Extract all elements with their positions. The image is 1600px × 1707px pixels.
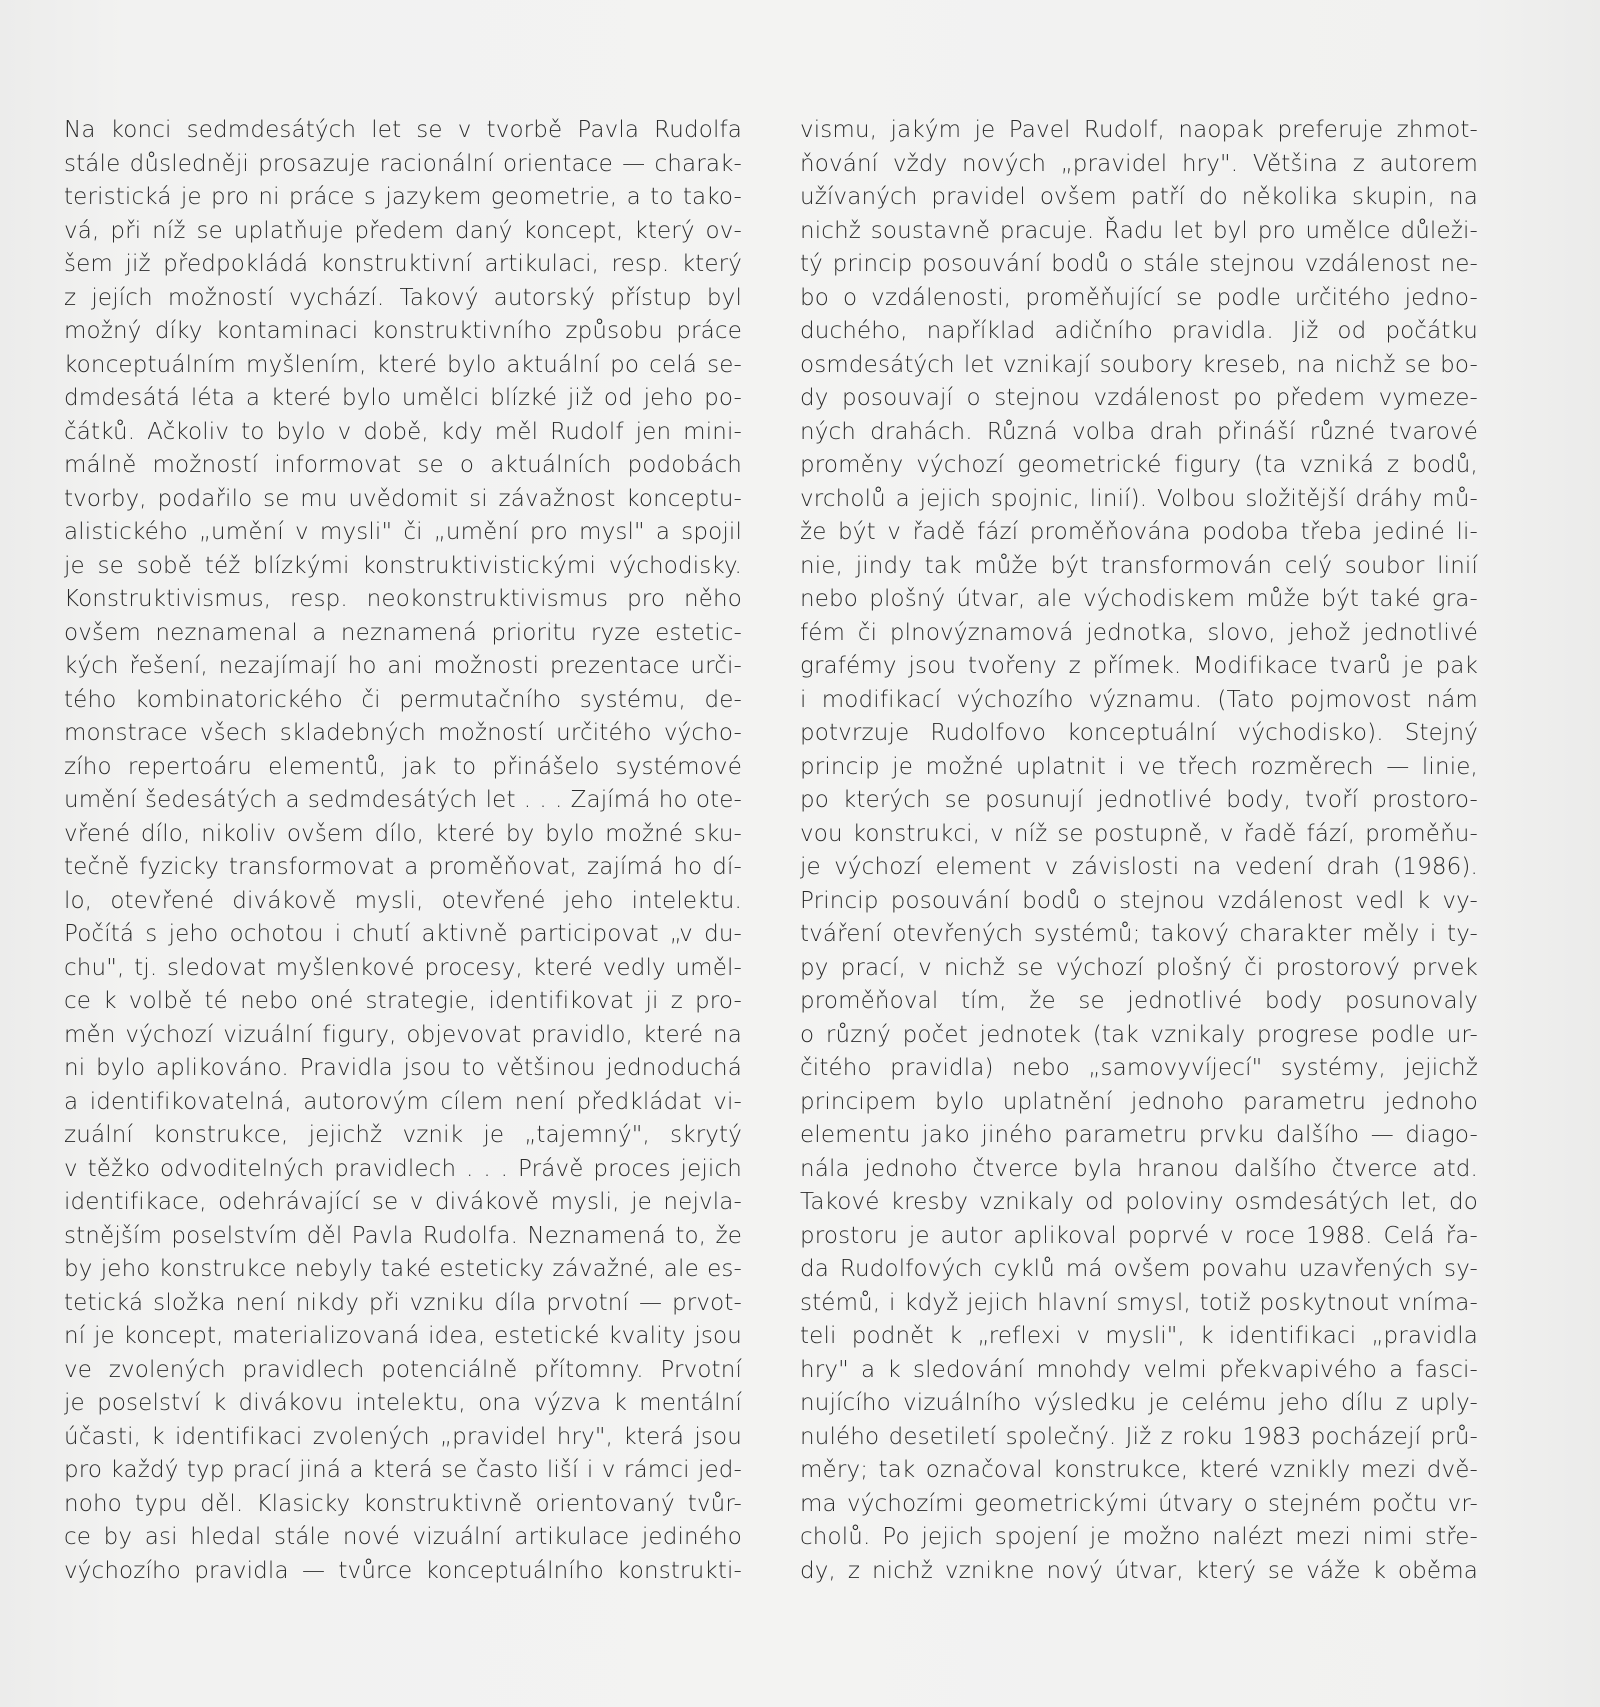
text-line: ma výchozími geometrickými útvary o stejném počtu vr- [800,1490,1478,1517]
text-line: ných drahách. Různá volba drah přináší různé tvarové [800,418,1478,445]
text-line: z jejích možností vychází. Takový autorský přístup byl [64,284,742,311]
text-line: šem již předpokládá konstruktivní artikulaci, resp. který [64,251,742,277]
text-line: konceptuálním myšlením, které bylo aktuální po celá se- [64,351,742,378]
text-line: ní je koncept, materializovaná idea, estetické kvality jsou [64,1323,742,1349]
text-column-left [64,114,742,1588]
text-line: proměňoval tím, že se jednotlivé body posunovaly [800,988,1478,1014]
text-line: tého kombinatorického či permutačního systému, de- [64,686,742,713]
text-line: zího repertoáru elementů, jak to přinášelo systémové [64,753,742,780]
text-line: Takové kresby vznikaly od poloviny osmdesátých let, do [800,1189,1478,1215]
text-line: že být v řadě fází proměňována podoba třeba jediné li- [800,519,1478,545]
text-line: ve zvolených pravidlech potenciálně přítomny. Prvotní [64,1356,742,1383]
text-line: v těžko odvoditelných pravidlech . . . Právě proces jejich [64,1155,742,1182]
text-line: ce k volbě té nebo oné strategie, identifikovat ji z pro- [64,988,742,1014]
text-line: měn výchozí vizuální figury, objevovat pravidlo, které na [64,1021,742,1048]
text-line: a identifikovatelná, autorovým cílem není předkládat vi- [64,1088,742,1115]
text-line: proměny výchozí geometrické figury (ta vzniká z bodů, [800,452,1478,478]
text-line: osmdesátých let vznikají soubory kreseb, na nichž se bo- [800,351,1478,378]
text-line: chu", tj. sledovat myšlenkové procesy, které vedly uměl- [64,954,742,981]
text-line: dy posouvají o stejnou vzdálenost po předem vymeze- [800,385,1478,411]
text-line: tvorby, podařilo se mu uvědomit si závažnost konceptu- [64,485,742,512]
text-line: ce by asi hledal stále nové vizuální artikulace jediného [64,1524,742,1550]
text-line: kých řešení, nezajímají ho ani možnosti prezentace urči- [64,653,742,679]
text-line: nujícího vizuálního výsledku je celému jeho dílu z uply- [800,1390,1478,1416]
text-line: princip je možné uplatnit i ve třech rozměrech — linie, [800,753,1478,780]
text-line: py prací, v nichž se výchozí plošný či prostorový prvek [800,954,1478,981]
text-line: nichž soustavně pracuje. Řadu let byl pro umělce důleži- [800,217,1478,244]
text-line: bo o vzdálenosti, proměňující se podle určitého jedno- [800,284,1478,311]
text-line: účasti, k identifikaci zvolených „pravidel hry", která jsou [64,1423,742,1450]
text-line: stále důsledněji prosazuje racionální orientace — charak- [64,150,742,177]
text-line: je výchozí element v závislosti na vedení drah (1986). [800,854,1478,880]
text-line: nulého desetiletí společný. Již z roku 1983 pocházejí prů- [800,1423,1478,1450]
text-line: ňování vždy nových „pravidel hry". Většina z autorem [800,150,1478,177]
text-line: vrcholů a jejich spojnic, linií). Volbou složitější dráhy mů- [800,485,1478,512]
text-line: málně možností informovat se o aktuálních podobách [64,452,742,478]
text-line: pro každý typ prací jiná a která se často liší i v rámci jed- [64,1457,742,1483]
text-line: je poselství k divákovu intelektu, ona výzva k mentální [64,1390,742,1416]
text-line: Počítá s jeho ochotou i chutí aktivně participovat „v du- [64,921,742,947]
text-line: dmdesátá léta a které bylo umělci blízké již od jeho po- [64,385,742,411]
text-line: Konstruktivismus, resp. neokonstruktivismus pro něho [64,586,742,612]
text-line: čitého pravidla) nebo „samovyvíjecí" systémy, jejichž [800,1055,1478,1081]
text-line: po kterých se posunují jednotlivé body, tvoří prostoro- [800,787,1478,813]
text-line: možný díky kontaminaci konstruktivního způsobu práce [64,318,742,344]
text-line: elementu jako jiného parametru prvku dalšího — diago- [800,1122,1478,1148]
text-line: potvrzuje Rudolfovo konceptuální východisko). Stejný [800,720,1478,746]
text-line: tváření otevřených systémů; takový charakter měly i ty- [800,921,1478,947]
text-line: měry; tak označoval konstrukce, které vznikly mezi dvě- [800,1457,1478,1483]
text-line: výchozího pravidla — tvůrce konceptuálního konstrukti- [64,1557,742,1584]
text-line: da Rudolfových cyklů má ovšem povahu uzavřených sy- [800,1256,1478,1282]
text-line: je se sobě též blízkými konstruktivistickými východisky. [64,552,742,579]
text-line: noho typu děl. Klasicky konstruktivně orientovaný tvůr- [64,1490,742,1517]
text-line: Princip posouvání bodů o stejnou vzdálenost vedl k vy- [800,887,1478,914]
text-line: ovšem neznamenal a neznamená prioritu ryze estetic- [64,619,742,646]
text-line: ni bylo aplikováno. Pravidla jsou to většinou jednoduchá [64,1055,742,1081]
text-line: duchého, například adičního pravidla. Již od počátku [800,318,1478,344]
text-line: tý princip posouvání bodů o stále stejnou vzdálenost ne- [800,251,1478,277]
text-line: prostoru je autor aplikoval poprvé v roce 1988. Celá řa- [800,1222,1478,1249]
text-line: vou konstrukci, v níž se postupně, v řadě fází, proměňu- [800,820,1478,847]
text-line: nie, jindy tak může být transformován celý soubor linií [800,552,1478,579]
text-line: by jeho konstrukce nebyly také esteticky závažné, ale es- [64,1256,742,1282]
text-line: tečně fyzicky transformovat a proměňovat, zajímá ho dí- [64,854,742,880]
text-line: principem bylo uplatnění jednoho parametru jednoho [800,1088,1478,1115]
text-line: hry" a k sledování mnohdy velmi překvapivého a fasci- [800,1356,1478,1383]
text-line: užívaných pravidel ovšem patří do několika skupin, na [800,184,1478,210]
text-line: teristická je pro ni práce s jazykem geometrie, a to tako- [64,184,742,210]
text-line: o různý počet jednotek (tak vznikaly progrese podle ur- [800,1021,1478,1048]
text-column-right [800,114,1478,1588]
text-line: stémů, i když jejich hlavní smysl, totiž poskytnout vníma- [800,1289,1478,1316]
text-line: zuální konstrukce, jejichž vznik je „tajemný", skrytý [64,1122,742,1148]
text-line: Na konci sedmdesátých let se v tvorbě Pavla Rudolfa [64,117,742,143]
text-line: stnějším poselstvím děl Pavla Rudolfa. Neznamená to, že [64,1222,742,1249]
text-line: umění šedesátých a sedmdesátých let . . . Zajímá ho ote- [64,787,742,813]
text-line: identifikace, odehrávající se v divákově mysli, je nejvla- [64,1189,742,1215]
text-line: čátků. Ačkoliv to bylo v době, kdy měl Rudolf jen mini- [64,418,742,445]
text-line: dy, z nichž vznikne nový útvar, který se váže k oběma [800,1557,1478,1584]
text-line: lo, otevřené divákově mysli, otevřené jeho intelektu. [64,887,742,914]
text-line: tetická složka není nikdy při vzniku díla prvotní — prvot- [64,1289,742,1316]
text-line: cholů. Po jejich spojení je možno nalézt mezi nimi stře- [800,1524,1478,1550]
text-line: vismu, jakým je Pavel Rudolf, naopak preferuje zhmot- [800,117,1478,143]
text-line: grafémy jsou tvořeny z přímek. Modifikace tvarů je pak [800,653,1478,679]
text-line: monstrace všech skladebných možností určitého výcho- [64,720,742,746]
text-line: alistického „umění v mysli" či „umění pro mysl" a spojil [64,519,742,545]
text-line: vřené dílo, nikoliv ovšem dílo, které by bylo možné sku- [64,820,742,847]
text-line: vá, při níž se uplatňuje předem daný koncept, který ov- [64,217,742,244]
text-line: fém či plnovýznamová jednotka, slovo, jehož jednotlivé [800,619,1478,646]
text-line: teli podnět k „reflexi v mysli", k identifikaci „pravidla [800,1323,1478,1349]
text-line: nebo plošný útvar, ale východiskem může být také gra- [800,586,1478,612]
text-line: i modifikací výchozího významu. (Tato pojmovost nám [800,686,1478,713]
text-line: nála jednoho čtverce byla hranou dalšího čtverce atd. [800,1155,1478,1182]
